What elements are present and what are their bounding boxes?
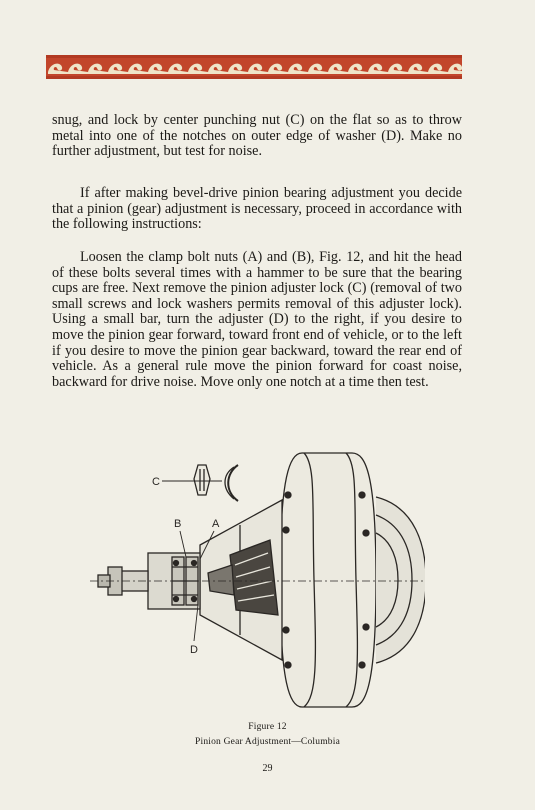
label-a: A <box>212 518 220 530</box>
paragraph-1 <box>52 113 462 160</box>
paragraph-text: If after making bevel-drive pinion bearing adjustment you decide that a pinion (gear) adjustment is necessary, proceed in accordance with the following instructions: <box>52 185 462 233</box>
label-d: D <box>190 644 198 656</box>
paragraph-2 <box>52 186 462 233</box>
pinion-gear-illustration <box>90 445 425 715</box>
decorative-wave-border <box>46 55 462 79</box>
label-b: B <box>174 518 182 530</box>
paragraph-text: Loosen the clamp bolt nuts (A) and (B), Fig. 12, and hit the head of these bolts several times with a hammer to be sure that the bearing cups are free. Next remove the pinion adjuster lock (C) (removal of two small screws and lock washers permits removal of this adjuster lock). Using a small bar, turn the adjuster (D) to the right, if you desire to move the pinion gear forward, toward front end of vehicle, or to the left if you desire to move the pinion gear backward, toward the rear end of vehicle. As a general rule move the pinion forward for coast noise, backward for drive noise. Move only one notch at a time then test. <box>52 249 462 390</box>
page-number: 29 <box>262 763 273 774</box>
label-c: C <box>152 476 160 488</box>
figure-caption: Pinion Gear Adjustment—Columbia <box>195 737 340 747</box>
paragraph-3 <box>52 250 462 390</box>
figure-number: Figure 12 <box>248 722 287 732</box>
paragraph-text: snug, and lock by center punching nut (C) on the flat so as to throw metal into one of the notches on outer edge of washer (D). Make no further adjustment, but test for noise. <box>52 112 462 160</box>
